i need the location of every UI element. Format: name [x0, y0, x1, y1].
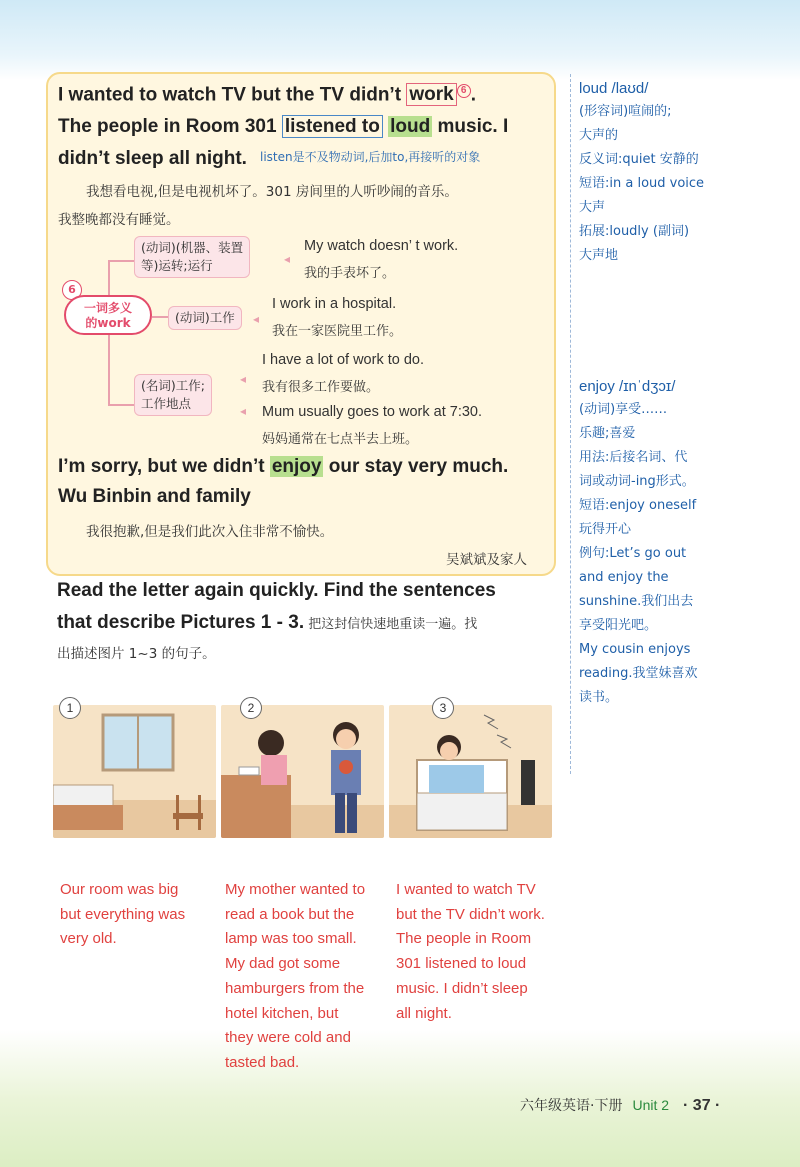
letter-line-2 — [58, 116, 508, 138]
caption-line: My mother wanted to — [225, 881, 366, 898]
caption-line: lamp was too small. — [225, 930, 357, 948]
node-verb-run-line-1: (动词)(机器、装置 — [141, 240, 244, 255]
letter-signature-cn: 吴斌斌及家人 — [446, 552, 527, 568]
example-hospital: I work in a hospital. — [272, 296, 397, 312]
caption-line: all night. — [396, 1004, 452, 1022]
loud-note-line: 拓展:loudly (副词) — [579, 224, 690, 239]
letter-translation-1: 我想看电视,但是电视机坏了。301 房间里的人听吵闹的音乐。 — [86, 184, 458, 200]
caption-line: I wanted to watch TV — [396, 881, 536, 898]
enjoy-note-line: 短语:enjoy oneself — [579, 498, 697, 513]
picture-1-room — [53, 705, 216, 838]
mindmap-node-verb-work — [168, 306, 242, 330]
note-marker-6: 6 — [457, 84, 471, 98]
letter-line-4-text: I’m sorry, but we didn’t — [58, 456, 270, 477]
page-number: · 37 · — [683, 1097, 721, 1114]
example-watch: My watch doesn’ t work. — [304, 238, 459, 254]
mindmap-center — [64, 295, 152, 335]
instruction-line-2 — [57, 612, 477, 634]
example-lot-of-work-cn: 我有很多工作要做。 — [262, 380, 380, 395]
mindmap-branch-3 — [108, 404, 134, 406]
instruction-line-1: Read the letter again quickly. Find the sentences — [57, 580, 496, 601]
loud-note-line: 大声的 — [579, 128, 619, 143]
node-verb-run-line-2: 等)运转;运行 — [141, 258, 213, 273]
highlight-loud: loud — [390, 116, 431, 137]
caption-line: very old. — [60, 930, 117, 948]
caption-line: read a book but the — [225, 905, 355, 923]
example-watch-cn: 我的手表坏了。 — [304, 266, 396, 281]
enjoy-note-line: sunshine.我们出去 — [579, 594, 694, 609]
room-illustration — [53, 705, 216, 838]
enjoy-note-line: 词或动词-ing形式。 — [579, 474, 695, 489]
caption-line: but everything was — [60, 905, 186, 923]
enjoy-note-line: 用法:后接名词、代 — [579, 450, 688, 465]
caption-line: they were cold and — [225, 1029, 351, 1047]
example-mum-work-cn: 妈妈通常在七点半去上班。 — [262, 432, 419, 447]
vocab-enjoy-word: enjoy /ɪnˈdʒɔɪ/ — [579, 378, 676, 395]
footer-unit: Unit 2 — [632, 1097, 670, 1113]
bed-illustration — [389, 705, 552, 838]
instruction-line-2-en: that describe Pictures 1 - 3. — [57, 612, 305, 633]
highlight-listened-to: listened to — [282, 115, 383, 138]
mindmap-branch-2 — [152, 316, 168, 318]
instruction-line-2-cn: 把这封信快速地重读一遍。找 — [304, 617, 478, 632]
node-noun-work-line-1: (名词)工作; — [141, 378, 205, 393]
vocab-loud-word: loud /laʊd/ — [579, 80, 649, 97]
mindmap-node-verb-run — [134, 236, 250, 278]
letter-line-3 — [58, 148, 247, 170]
letter-translation-2: 我整晚都没有睡觉。 — [58, 212, 180, 228]
enjoy-note-line: and enjoy the — [579, 570, 669, 585]
mindmap-number-6: 6 — [62, 280, 82, 300]
loud-note-line: (形容词)喧闹的; — [579, 104, 672, 119]
caption-line: but the TV didn’t work. — [396, 905, 545, 923]
picture-3-caption — [396, 878, 545, 1026]
letter-line-1-text: I wanted to watch TV but the TV didn’t — [58, 84, 407, 106]
caption-line: The people in Room — [396, 930, 532, 948]
highlight-enjoy: enjoy — [271, 456, 322, 477]
caption-line: hotel kitchen, but — [225, 1004, 339, 1022]
arrow-icon: ◂ — [240, 404, 247, 418]
enjoy-note-line: reading.我堂妹喜欢 — [579, 666, 698, 681]
enjoy-note-line: (动词)享受…… — [579, 402, 668, 417]
example-hospital-cn: 我在一家医院里工作。 — [272, 324, 403, 339]
mindmap-center-line-1: 一词多义 — [83, 301, 132, 315]
caption-line: music. I didn’t sleep — [396, 979, 528, 997]
loud-note-line: 大声 — [579, 200, 606, 215]
picture-2-parents — [221, 705, 384, 838]
enjoy-note-line: 读书。 — [579, 690, 619, 705]
picture-1-caption — [60, 878, 185, 952]
caption-line: 301 listened to loud — [396, 955, 527, 973]
picture-2-number: 2 — [240, 697, 262, 719]
picture-1-number: 1 — [59, 697, 81, 719]
listen-grammar-note: listen是不及物动词,后加to,再接听的对象 — [260, 150, 481, 164]
mindmap-center-line-2: 的work — [85, 316, 131, 330]
enjoy-note-line: 例句:Let’s go out — [579, 546, 687, 561]
letter-translation-3: 我很抱歉,但是我们此次入住非常不愉快。 — [86, 524, 334, 540]
picture-2-caption — [225, 878, 365, 1076]
picture-3-boy-in-bed — [389, 705, 552, 838]
example-mum-work: Mum usually goes to work at 7:30. — [262, 404, 483, 420]
enjoy-note-line: 乐趣;喜爱 — [579, 426, 636, 441]
vocab-divider — [570, 74, 572, 774]
loud-note-line: 大声地 — [579, 248, 619, 263]
caption-line: Our room was big — [60, 881, 179, 898]
enjoy-note-line: 享受阳光吧。 — [579, 618, 658, 633]
letter-line-2-end: music. I — [432, 116, 509, 137]
instruction-line-3: 出描述图片 1~3 的句子。 — [57, 646, 216, 662]
letter-line-1-end: . — [470, 84, 476, 106]
page-footer — [520, 1095, 720, 1115]
letter-line-3-text: didn’t sleep all night. — [58, 148, 247, 169]
letter-signature: Wu Binbin and family — [58, 486, 251, 507]
footer-book-title: 六年级英语·下册 — [520, 1098, 623, 1114]
node-noun-work-line-2: 工作地点 — [141, 396, 192, 411]
loud-note-line: 反义词:quiet 安静的 — [579, 152, 699, 167]
enjoy-note-line: My cousin enjoys — [579, 642, 691, 657]
node-verb-work-label: (动词)工作 — [175, 310, 235, 325]
arrow-icon: ◂ — [240, 372, 247, 386]
caption-line: tasted bad. — [225, 1053, 300, 1071]
letter-line-4-end: our stay very much. — [323, 456, 509, 477]
letter-line-4 — [58, 456, 508, 478]
example-lot-of-work: I have a lot of work to do. — [262, 352, 425, 368]
arrow-icon: ◂ — [253, 312, 260, 326]
letter-line-2-text: The people in Room 301 — [58, 116, 282, 137]
mindmap-node-noun-work — [134, 374, 212, 416]
loud-note-line: 短语:in a loud voice — [579, 176, 705, 191]
parents-illustration — [221, 705, 384, 838]
enjoy-note-line: 玩得开心 — [579, 522, 632, 537]
caption-line: My dad got some — [225, 955, 341, 973]
highlight-work: work — [406, 83, 456, 106]
caption-line: hamburgers from the — [225, 979, 365, 997]
letter-card — [46, 72, 556, 576]
picture-3-number: 3 — [432, 697, 454, 719]
letter-line-1 — [58, 84, 476, 106]
arrow-icon: ◂ — [284, 252, 291, 266]
mindmap-branch-1 — [108, 260, 134, 262]
